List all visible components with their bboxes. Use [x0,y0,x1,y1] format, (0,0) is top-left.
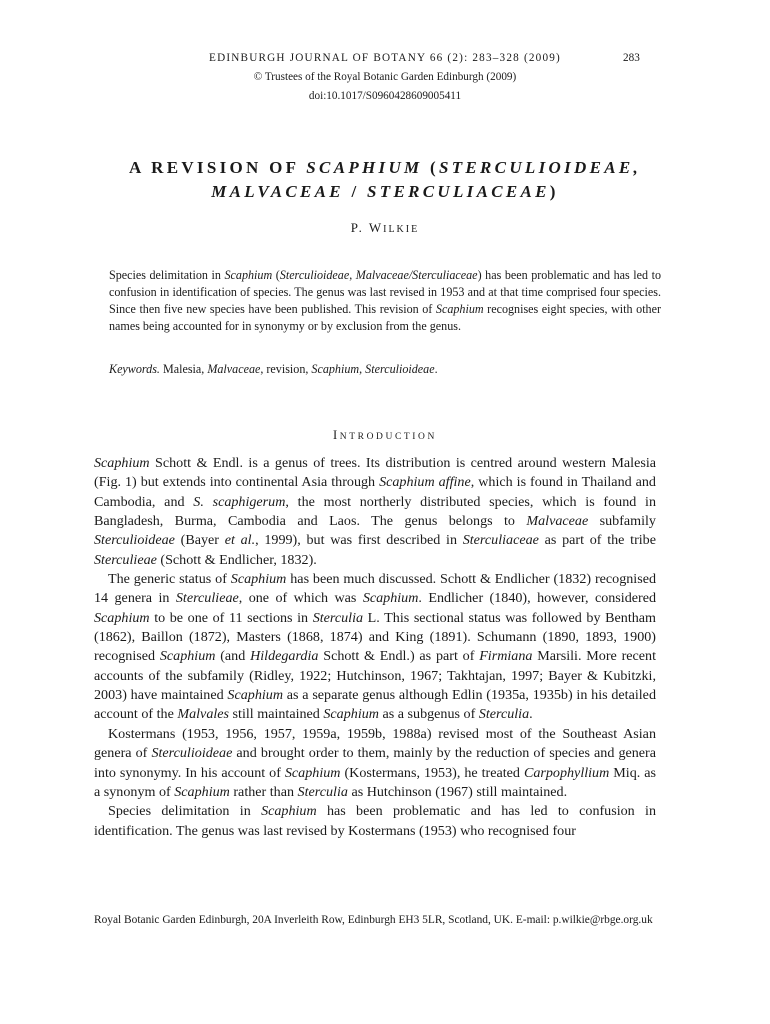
author-name: P. WILKIE [350,220,420,235]
author-affiliation-footnote: Royal Botanic Garden Edinburgh, 20A Inverleith Row, Edinburgh EH3 5LR, Scotland, UK. E-mail: p.wilkie@rbge.org.uk [94,914,653,926]
paragraph-1: Scaphium Schott & Endl. is a genus of trees. Its distribution is centred around western Malesia (Fig. 1) but extends into continental Asia through Scaphium affine, which is found in Thailand and Cambodia, and S. scaphigerum, the most northerly distributed species, which is found in Bangladesh, Burma, Cambodia and Laos. The genus belongs to Malvaceae subfamily Sterculioideae (Bayer et al., 1999), but was first described in Sterculiaceae as part of the tribe Sterculieae (Schott & Endlicher, 1832). [94,455,657,568]
paragraph-4: Species delimitation in Scaphium has been problematic and has led to confusion in identification. The genus was last revised by Kostermans (1953) who recognised four [94,803,656,839]
page-number: 283 [623,52,640,64]
section-heading-introduction: INTRODUCTION [333,428,437,442]
keywords: Keywords. Malesia, Malvaceae, revision, Scaphium, Sterculioideae. [109,362,438,376]
doi-line: doi:10.1017/S0960428609005411 [308,90,462,102]
running-head: EDINBURGH JOURNAL OF BOTANY 66 (2): 283–328 (2009) [209,52,561,64]
copyright-line: © Trustees of the Royal Botanic Garden Edinburgh (2009) [253,71,517,83]
article-title: A REVISION OF SCAPHIUM (STERCULIOIDEAE, MALVACEAE / STERCULIACEAE) [128,158,642,201]
body-text [94,454,656,841]
paragraph-2: The generic status of Scaphium has been much discussed. Schott & Endlicher (1832) recognised 14 genera in Sterculieae, one of which was Scaphium. Endlicher (1840), however, considered Scaphium to be one of 11 sections in Sterculia L. This sectional status was followed by Bentham (1862), Baillon (1872), Masters (1868, 1874) and King (1891). Schumann (1890, 1893, 1900) recognised Scaphium (and Hildegardia Schott & Endl.) as part of Firmiana Marsili. More recent accounts of the subfamily (Ridley, 1922; Hutchinson, 1967; Takhtajan, 1997; Bayer & Kubitzki, 2003) have maintained Scaphium as a separate genus although Edlin (1935a, 1935b) in his detailed account of the Malvales still maintained Scaphium as a subgenus of Sterculia. [94,571,657,723]
abstract: Species delimitation in Scaphium (Sterculioideae, Malvaceae/Sterculiaceae) has been problematic and has led to confusion in identification of species. The genus was last revised in 1953 and at that time comprised four species. Since then five new species have been published. This revision of Scaphium recognises eight species, with other names being accounted for in synonymy or by exclusion from the genus. [109,268,661,333]
paragraph-3: Kostermans (1953, 1956, 1957, 1959a, 1959b, 1988a) revised most of the Southeast Asian genera of Sterculioideae and brought order to them, mainly by the reduction of species and genera into synonymy. In his account of Scaphium (Kostermans, 1953), he treated Carpophyllium Miq. as a synonym of Scaphium rather than Sterculia as Hutchinson (1967) still maintained. [94,725,657,800]
